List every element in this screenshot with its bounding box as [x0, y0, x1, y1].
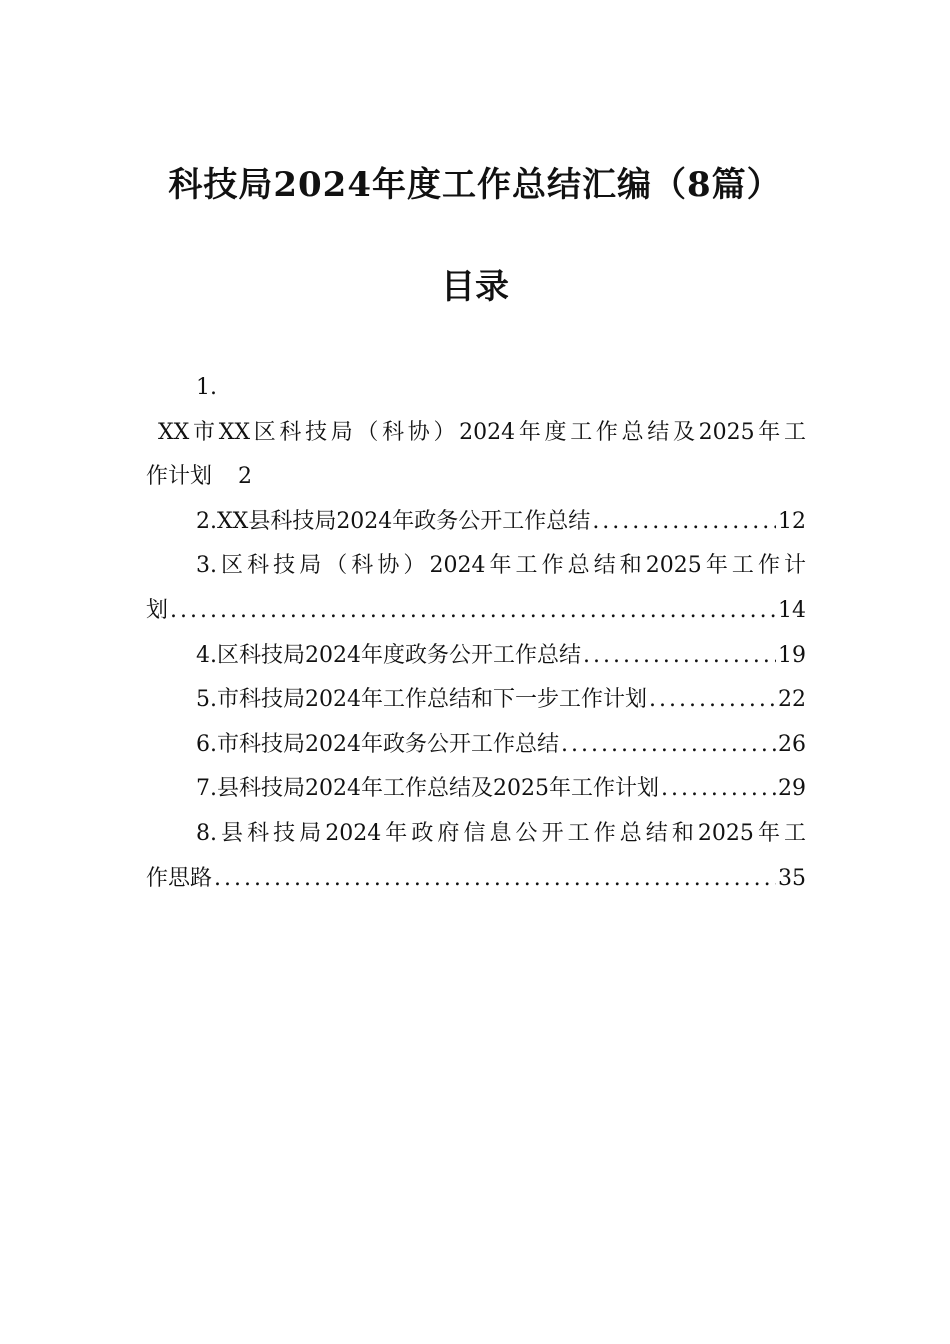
toc-item-8-leader	[214, 857, 776, 902]
toc-item-2-page: 12	[778, 508, 806, 534]
toc-item-3-line2[interactable]	[146, 589, 806, 634]
toc-item-1-number[interactable]: 1.	[196, 375, 217, 400]
toc-item-3-title-line1[interactable]: 3.区科技局（科协）2024年工作总结和2025年工作计	[196, 553, 806, 579]
toc-item-3-page: 14	[778, 597, 806, 623]
toc-item-1-title-line1[interactable]: XX市XX区科技局（科协）2024年度工作总结及2025年工	[158, 419, 806, 445]
toc-item-4[interactable]	[146, 634, 806, 679]
toc-item-4-page: 19	[778, 642, 806, 668]
toc-item-1-title-line2[interactable]	[146, 455, 806, 500]
toc-item-8-title-cont: 作思路	[146, 865, 213, 891]
toc-item-2-title: 2.XX县科技局2024年政务公开工作总结	[196, 508, 591, 534]
toc-item-6-leader	[561, 723, 776, 768]
toc-item-8-page: 35	[778, 865, 806, 891]
toc-item-8-line2[interactable]	[146, 857, 806, 902]
toc-item-5-title: 5.市科技局2024年工作总结和下一步工作计划	[196, 687, 647, 713]
toc-item-7-leader	[661, 767, 776, 812]
toc-item-1-page: 2	[238, 464, 253, 490]
toc-item-5-leader	[649, 678, 776, 723]
toc-heading: 目录	[441, 267, 509, 307]
toc-item-6-page: 26	[778, 731, 806, 757]
document-title: 科技局2024年度工作总结汇编（8篇）	[168, 165, 782, 205]
table-of-contents	[146, 366, 806, 901]
toc-item-6-title: 6.市科技局2024年政务公开工作总结	[196, 731, 559, 757]
toc-item-4-title: 4.区科技局2024年度政务公开工作总结	[196, 642, 581, 668]
toc-item-5-page: 22	[778, 687, 806, 713]
toc-item-3-leader	[170, 589, 776, 634]
toc-item-1-title-cont: 作计划	[146, 464, 213, 490]
toc-item-7[interactable]	[146, 767, 806, 812]
toc-item-4-leader	[583, 634, 776, 679]
toc-item-6[interactable]	[146, 723, 806, 768]
toc-item-2-leader	[592, 500, 776, 545]
toc-item-2[interactable]	[146, 500, 806, 545]
toc-item-3-title-cont: 划	[146, 597, 169, 623]
toc-item-7-page: 29	[778, 776, 806, 802]
toc-item-7-title: 7.县科技局2024年工作总结及2025年工作计划	[196, 776, 659, 802]
toc-item-5[interactable]	[146, 678, 806, 723]
toc-item-8-title-line1[interactable]: 8.县科技局2024年政府信息公开工作总结和2025年工	[196, 820, 806, 846]
